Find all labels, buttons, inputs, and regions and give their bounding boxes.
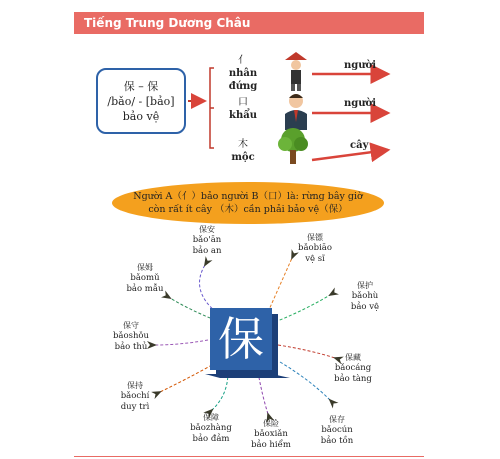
word-pinyin: bǎo'ān — [192, 235, 222, 245]
component-glyph: 亻 — [238, 55, 248, 66]
word-card — [318, 352, 388, 385]
component-label: khẩu — [229, 110, 257, 121]
word-pinyin: bǎobiāo — [298, 243, 332, 253]
word-viet: bảo an — [192, 246, 222, 256]
word-card — [100, 380, 170, 413]
story-line-1: Người A（亻）bảo người B（口）là: rừng bây giờ — [133, 191, 363, 202]
word-pinyin: bǎohù — [351, 291, 379, 301]
story-oval — [112, 182, 384, 224]
component-label: nhân đứng — [228, 68, 258, 92]
word-hanzi: 保护 — [357, 281, 373, 290]
component-mu — [215, 138, 271, 164]
key-line-2: /bǎo/ - [bảo] — [107, 95, 175, 108]
word-viet: bảo đảm — [192, 434, 230, 444]
word-pinyin: bǎozhàng — [190, 423, 232, 433]
word-viet: bảo hiểm — [251, 440, 291, 450]
word-hanzi: 保障 — [203, 413, 219, 422]
word-viet: bảo thủ — [114, 342, 148, 352]
word-card — [302, 414, 372, 447]
word-pinyin: bǎoshǒu — [112, 331, 150, 341]
component-label: mộc — [231, 152, 255, 163]
word-hanzi: 保姆 — [137, 263, 153, 272]
word-card — [236, 418, 306, 451]
center-character: 保 — [210, 308, 272, 370]
word-viet: bảo vệ — [350, 302, 380, 312]
word-viet: duy trì — [120, 402, 150, 412]
word-pinyin: bǎomǔ — [130, 273, 160, 283]
word-viet: bảo mẫu — [126, 284, 164, 294]
word-card — [96, 320, 166, 353]
word-hanzi: 保安 — [199, 225, 215, 234]
word-hanzi: 保存 — [329, 415, 345, 424]
word-hanzi: 保险 — [263, 419, 279, 428]
word-viet: vệ sĩ — [305, 254, 325, 264]
word-hanzi: 保持 — [127, 381, 143, 390]
word-card — [110, 262, 180, 295]
word-card — [330, 280, 400, 313]
key-line-3: bảo vệ — [122, 110, 160, 123]
word-hanzi: 保藏 — [345, 353, 361, 362]
word-card — [172, 224, 242, 257]
component-glyph: 口 — [238, 97, 248, 108]
meaning-label: người — [344, 60, 377, 71]
banner-title: Tiếng Trung Dương Châu — [84, 16, 251, 30]
meaning-label: người — [344, 98, 377, 109]
person-hat-icon — [283, 50, 309, 92]
word-hanzi: 保守 — [123, 321, 139, 330]
meaning-label: cây — [350, 140, 369, 151]
key-character-box — [96, 68, 186, 134]
word-pinyin: bǎoxiǎn — [254, 429, 288, 439]
word-viet: bảo tồn — [320, 436, 354, 446]
tree-icon — [276, 126, 310, 166]
component-ren — [215, 54, 271, 93]
businessman-icon — [282, 92, 310, 130]
word-pinyin: bǎocún — [321, 425, 353, 435]
word-hanzi: 保镖 — [307, 233, 323, 242]
word-pinyin: bǎochí — [120, 391, 150, 401]
word-pinyin: bǎocáng — [334, 363, 372, 373]
component-kou — [215, 96, 271, 122]
story-line-2: còn rất ít cây （木）cần phải bảo vệ（保） — [148, 204, 348, 215]
key-line-1: 保 – 保 — [123, 80, 159, 93]
component-glyph: 木 — [238, 139, 248, 150]
word-viet: bảo tàng — [334, 374, 372, 384]
word-card — [280, 232, 350, 265]
